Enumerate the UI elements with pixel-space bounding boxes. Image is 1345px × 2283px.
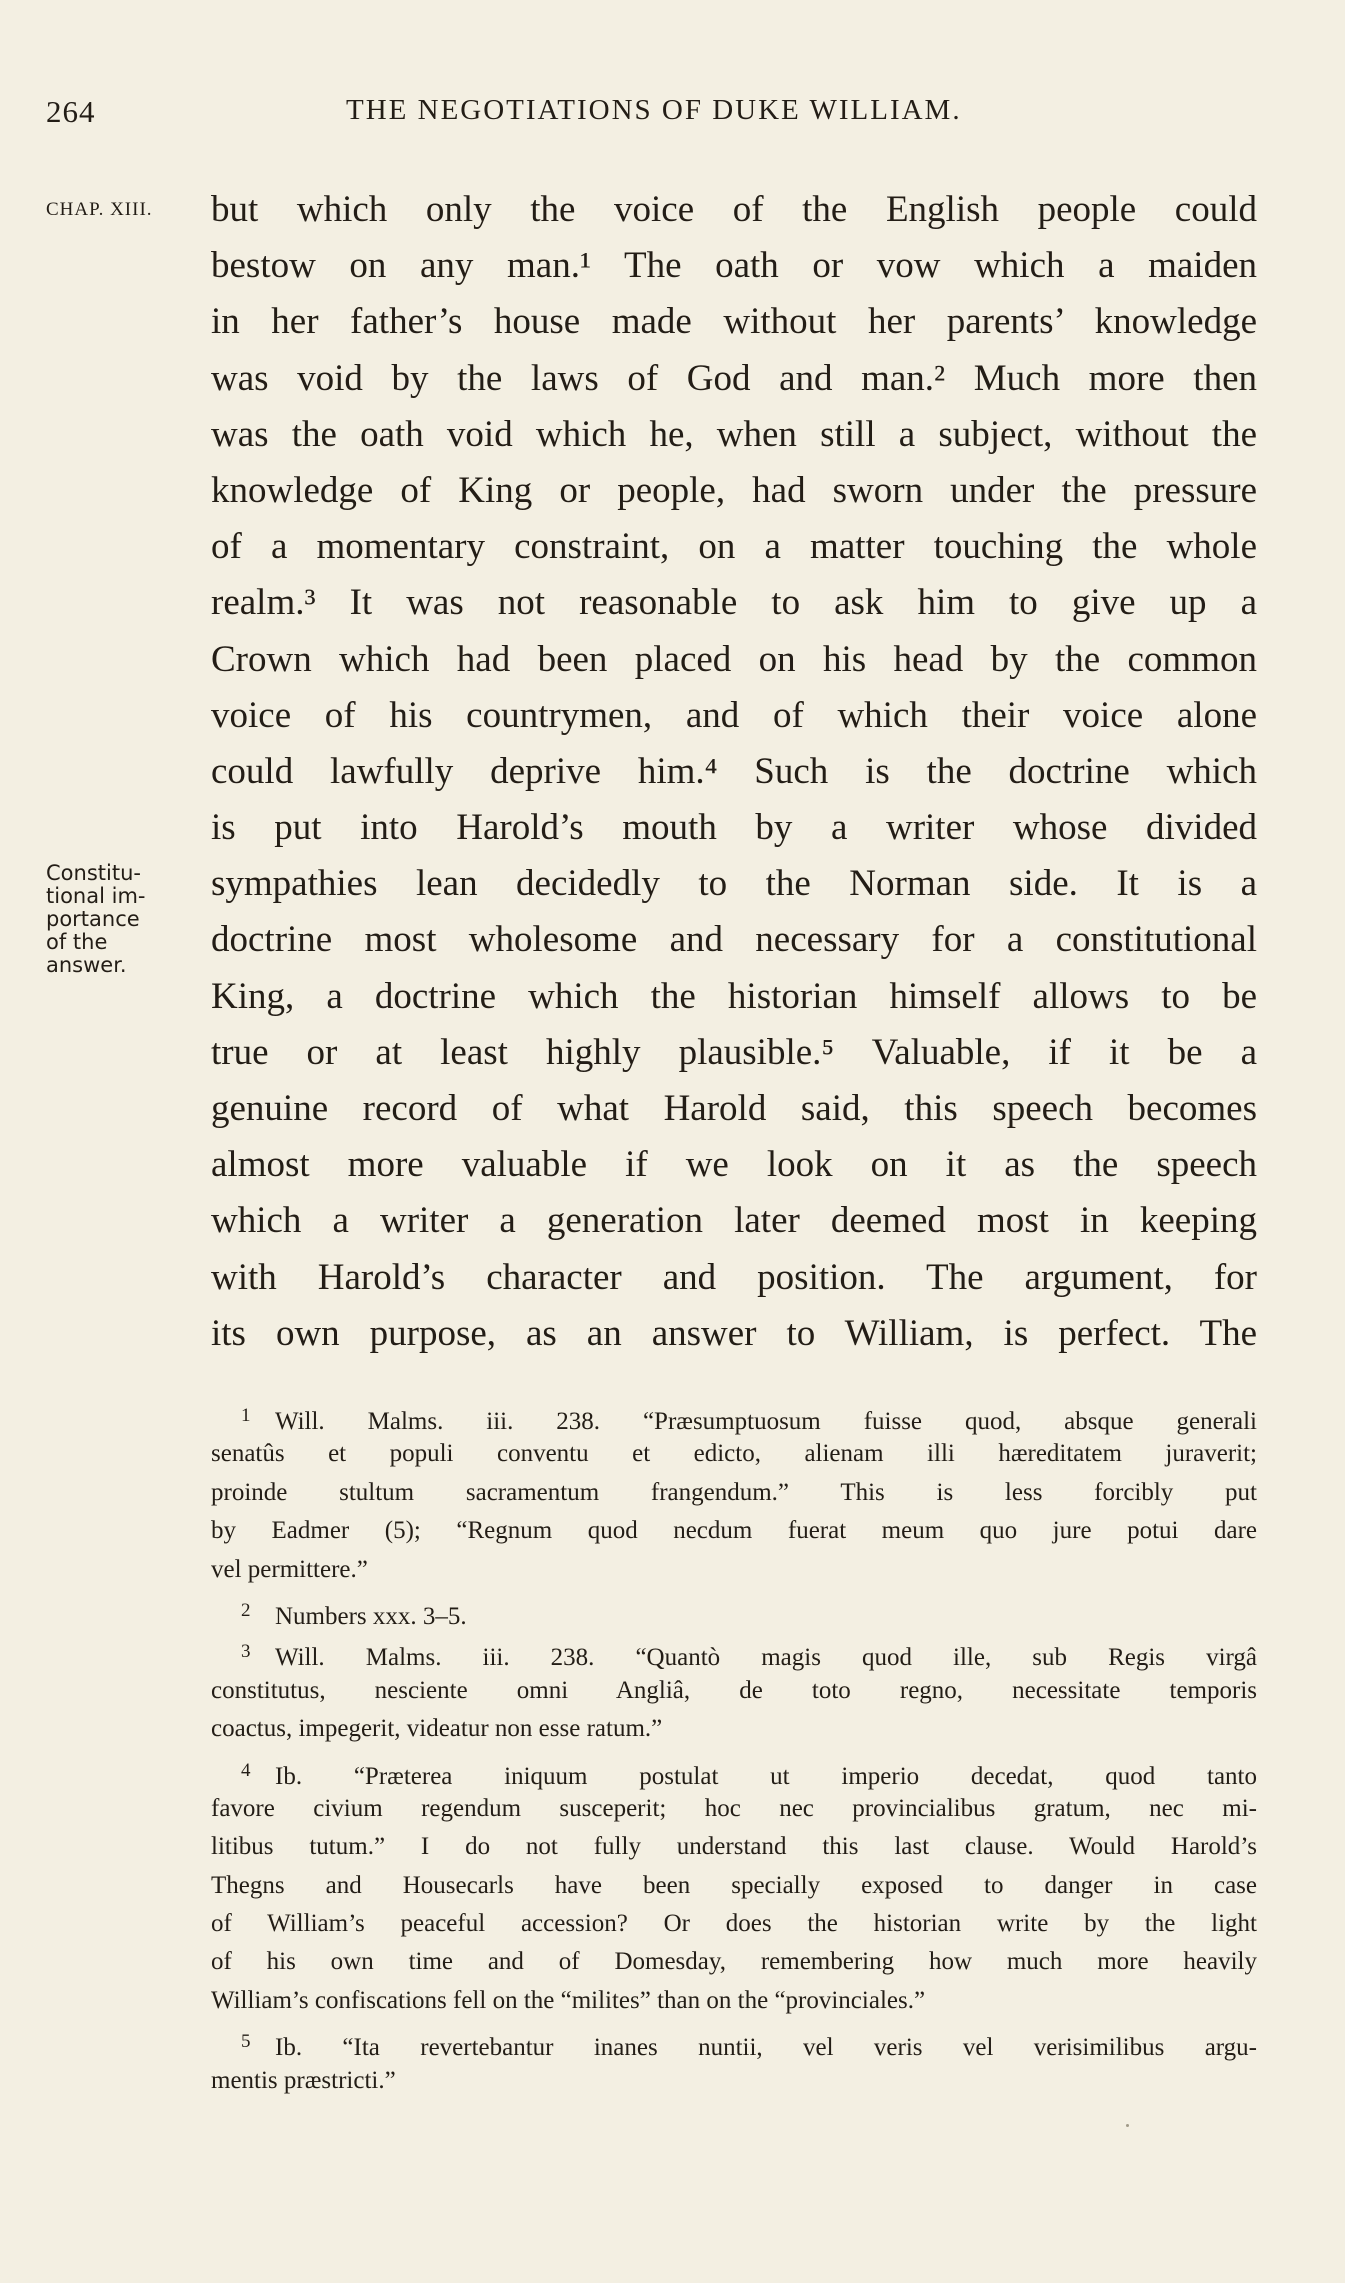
footnote-text: Will. Malms. iii. 238. “Quantò magis quod ille, sub Regis virgâ (275, 1644, 1257, 1672)
footnote-line: senatûs et populi conventu et edicto, alienam illi hæreditatem juraverit; (211, 1440, 1257, 1468)
chapter-label: CHAP. XIII. (46, 199, 153, 220)
print-speck (1126, 2124, 1129, 2127)
footnote-first-line (211, 1397, 1257, 1435)
body-line: King, a doctrine which the historian himself allows to be (211, 975, 1257, 1017)
body-line: its own purpose, as an answer to William, is perfect. The (211, 1312, 1257, 1354)
footnote-line: William’s confiscations fell on the “milites” than on the “provinciales.” (211, 1986, 926, 2014)
footnote-line: favore civium regendum susceperit; hoc nec provincialibus gratum, nec mi- (211, 1794, 1257, 1822)
body-line: but which only the voice of the English people could (211, 189, 1257, 230)
body-line: genuine record of what Harold said, this speech becomes (211, 1088, 1257, 1129)
body-line: true or at least highly plausible.⁵ Valuable, if it be a (211, 1031, 1257, 1073)
body-line: with Harold’s character and position. The argument, for (211, 1256, 1257, 1298)
footnote-number: 1 (241, 1405, 251, 1426)
footnote-line: Thegns and Housecarls have been specially exposed to danger in case (211, 1871, 1257, 1899)
footnote-text: Numbers xxx. 3–5. (275, 1602, 467, 1630)
footnote (211, 1633, 1257, 1748)
footnote-text: Ib. “Præterea iniquum postulat ut imperio decedat, quod tanto (275, 1762, 1257, 1790)
body-line: voice of his countrymen, and of which their voice alone (211, 694, 1257, 736)
footnote-line: by Eadmer (5); “Regnum quod necdum fuerat meum quo jure potui dare (211, 1517, 1257, 1545)
footnote-line: coactus, impegerit, videatur non esse ratum.” (211, 1715, 663, 1743)
footnote-line: of William’s peaceful accession? Or does the historian write by the light (211, 1910, 1257, 1938)
footnote-line: mentis præstricti.” (211, 2066, 396, 2094)
body-line: was the oath void which he, when still a subject, without the (211, 413, 1257, 455)
footnote-text: Ib. “Ita revertebantur inanes nuntii, vel veris vel verisimilibus argu- (275, 2034, 1257, 2062)
body-line: knowledge of King or people, had sworn under the pressure (211, 469, 1257, 511)
footnote-line: litibus tutum.” I do not fully understand this last clause. Would Harold’s (211, 1833, 1257, 1861)
footnote-first-line (211, 1633, 1257, 1671)
footnote (211, 1397, 1257, 1589)
body-text (211, 182, 1257, 1362)
footnote (211, 1752, 1257, 2021)
page-number: 264 (46, 94, 96, 129)
body-line: bestow on any man.¹ The oath or vow which a maiden (211, 245, 1257, 287)
body-line: which a writer a generation later deemed most in keeping (211, 1200, 1257, 1242)
body-line: almost more valuable if we look on it as the speech (211, 1144, 1257, 1186)
footnote-number: 2 (241, 1599, 251, 1621)
footnote-number: 4 (241, 1759, 251, 1781)
footnote-line: constitutus, nesciente omni Angliâ, de toto regno, necessitate temporis (211, 1676, 1257, 1704)
footnote-number: 3 (241, 1641, 251, 1663)
body-line: could lawfully deprive him.⁴ Such is the doctrine which (211, 750, 1257, 792)
footnote (211, 1592, 1257, 1630)
footnote-line: proinde stultum sacramentum frangendum.” This is less forcibly put (211, 1478, 1257, 1506)
body-line: in her father’s house made without her parents’ knowledge (211, 301, 1257, 343)
footnote-line: vel permittere.” (211, 1555, 368, 1583)
margin-note: Constitu- tional im- portance of the answer. (46, 861, 146, 977)
footnotes (211, 1397, 1257, 2100)
footnote-first-line (211, 2023, 1257, 2061)
body-line: was void by the laws of God and man.² Much more then (211, 357, 1257, 399)
body-line: Crown which had been placed on his head by the common (211, 638, 1257, 680)
body-line: of a momentary constraint, on a matter touching the whole (211, 526, 1257, 568)
body-line: is put into Harold’s mouth by a writer whose divided (211, 807, 1257, 849)
body-line: sympathies lean decidedly to the Norman side. It is a (211, 863, 1257, 905)
body-line: doctrine most wholesome and necessary for a constitutional (211, 919, 1257, 961)
footnote-first-line (211, 1752, 1257, 1790)
footnote (211, 2023, 1257, 2100)
footnote-number: 5 (241, 2031, 251, 2053)
body-line: realm.³ It was not reasonable to ask him to give up a (211, 582, 1257, 624)
footnote-line: of his own time and of Domesday, remembering how much more heavily (211, 1948, 1257, 1976)
running-head (46, 90, 1266, 140)
running-title: THE NEGOTIATIONS OF DUKE WILLIAM. (346, 94, 962, 126)
footnote-first-line (211, 1592, 1257, 1630)
footnote-text: Will. Malms. iii. 238. “Præsumptuosum fuisse quod, absque generali (275, 1408, 1257, 1435)
